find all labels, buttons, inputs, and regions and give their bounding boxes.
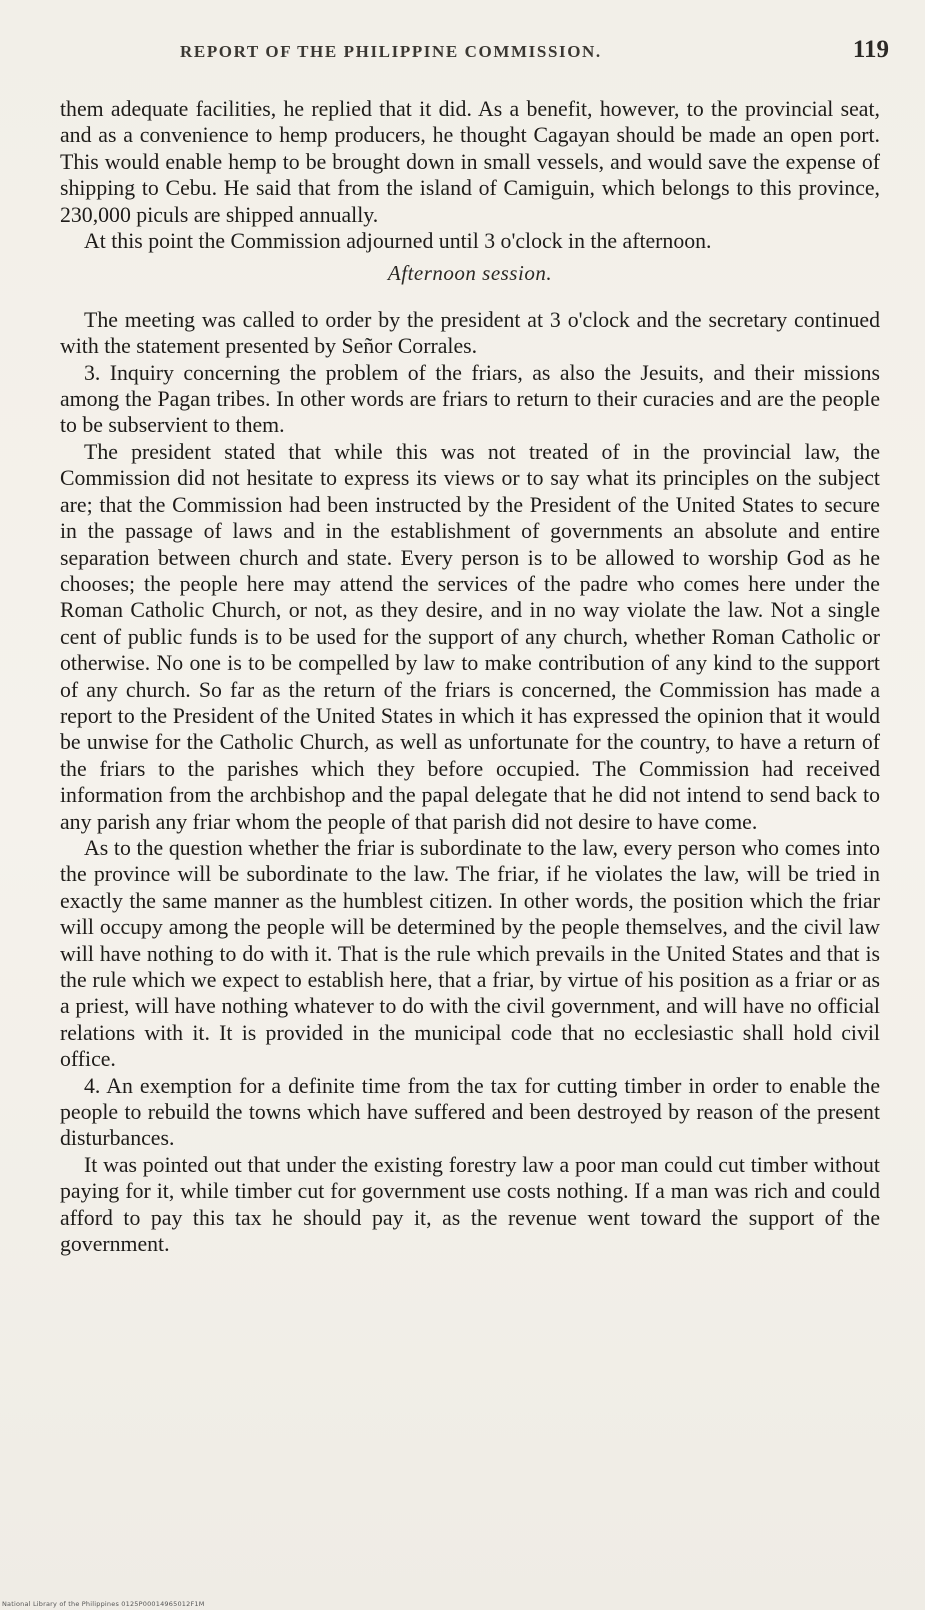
body-text [60,96,880,1257]
paragraph: It was pointed out that under the existing forestry law a poor man could cut timber without paying for it, while timber cut for government use costs nothing. If a man was rich and could afford to pay this tax he should pay it, as the revenue went toward the support of the government. [60,1152,880,1257]
paragraph: At this point the Commission adjourned until 3 o'clock in the afternoon. [84,229,712,254]
paragraph: them adequate facilities, he replied that it did. As a benefit, however, to the provincial seat, and as a convenience to hemp producers, he thought Cagayan should be made an open port. This would enable hemp to be brought down in small vessels, and would save the expense of shipping to Cebu. He said that from the island of Camiguin, which belongs to this province, 230,000 piculs are shipped annually. [60,97,880,227]
paragraph: 4. An exemption for a definite time from the tax for cutting timber in order to enable the people to rebuild the towns which have suffered and been destroyed by reason of the present disturbances. [60,1073,880,1151]
paragraph: As to the question whether the friar is subordinate to the law, every person who comes into the province will be subordinate to the law. The friar, if he violates the law, will be tried in exactly the same manner as the humblest citizen. In other words, the position which the friar will occupy among the people will be determined by the people themselves, and the civil law will have nothing to do with it. That is the rule which prevails in the United States and that is the rule which we expect to establish here, that a friar, by virtue of his position as a friar or as a priest, will have nothing whatever to do with the civil government, and will have no official relations with it. It is provided in the municipal code that no ecclesiastic shall hold civil office. [60,835,880,1072]
library-imprint: National Library of the Philippines 0125P00014965012F1M [2,1600,205,1608]
page-number: 119 [852,36,889,63]
paragraph: The meeting was called to order by the president at 3 o'clock and the secretary continued with the statement presented by Señor Corrales. [60,307,880,359]
section-heading: Afternoon session. [387,261,553,286]
page-header [60,36,895,70]
paragraph: 3. Inquiry concerning the problem of the friars, as also the Jesuits, and their missions among the Pagan tribes. In other words are friars to return to their curacies and are the people to be subservient to them. [60,360,880,438]
running-head: REPORT OF THE PHILIPPINE COMMISSION. [180,42,602,61]
paragraph: The president stated that while this was not treated of in the provincial law, the Commission did not hesitate to express its views or to say what its principles on the subject are; that the Commission had been instructed by the President of the United States to secure in the passage of laws and in the establishment of governments an absolute and entire separation between church and state. Every person is to be allowed to worship God as he chooses; the people here may attend the services of the padre who comes here under the Roman Catholic Church, or not, as they desire, and in no way violate the law. Not a single cent of public funds is to be used for the support of any church, whether Roman Catholic or otherwise. No one is to be compelled by law to make contribution of any kind to the support of any church. So far as the return of the friars is concerned, the Commission has made a report to the President of the United States in which it has expressed the opinion that it would be unwise for the Catholic Church, as well as unfortunate for the country, to have a return of the friars to the parishes which they before occupied. The Commission had received information from the archbishop and the papal delegate that he did not intend to send back to any parish any friar whom the people of that parish did not desire to have come. [60,439,880,834]
